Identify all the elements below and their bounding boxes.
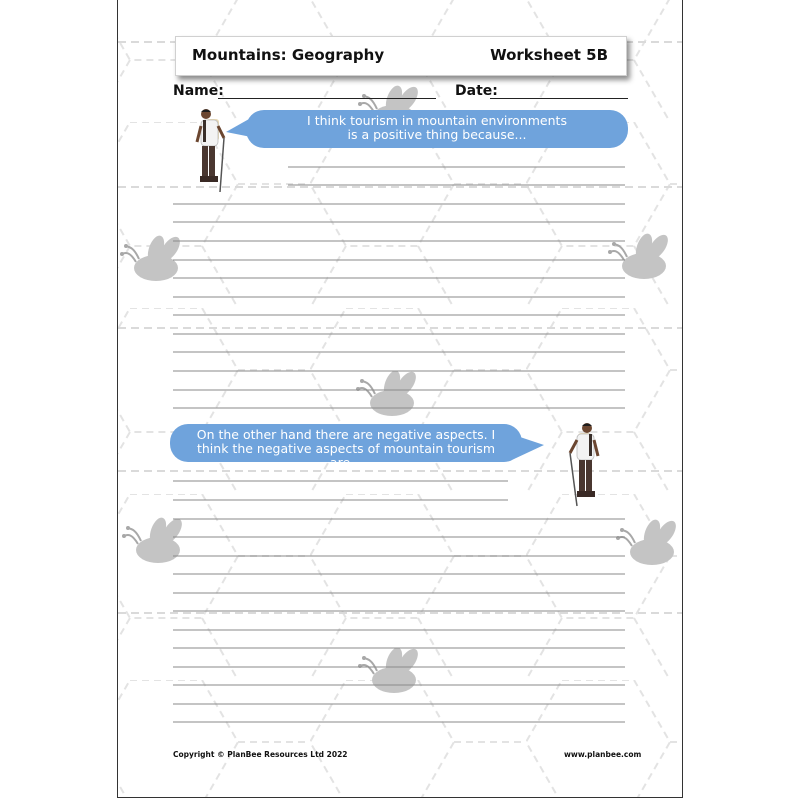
negative-prompt-text: On the other hand there are negative aspects. I think the negative aspects of mountain tourism are...: [196, 427, 496, 470]
name-field[interactable]: [218, 98, 436, 99]
worksheet-page: [117, 0, 683, 798]
name-label: Name:: [173, 83, 224, 99]
website-footer: www.planbee.com: [564, 750, 642, 759]
speech-bubble-positive: [246, 110, 628, 148]
copyright-footer: Copyright © PlanBee Resources Ltd 2022: [173, 750, 348, 759]
date-field[interactable]: [490, 98, 628, 99]
hiker-icon: [565, 420, 605, 510]
date-label: Date:: [455, 83, 498, 99]
worksheet-number: Worksheet 5B: [490, 46, 608, 64]
hiker-icon: [190, 106, 230, 194]
positive-prompt-text: I think tourism in mountain environments is a positive thing because...: [307, 113, 567, 142]
speech-bubble-negative: [170, 424, 522, 470]
bubble-tail: [514, 433, 544, 461]
worksheet-title: Mountains: Geography: [192, 46, 385, 64]
title-banner: [175, 36, 627, 76]
